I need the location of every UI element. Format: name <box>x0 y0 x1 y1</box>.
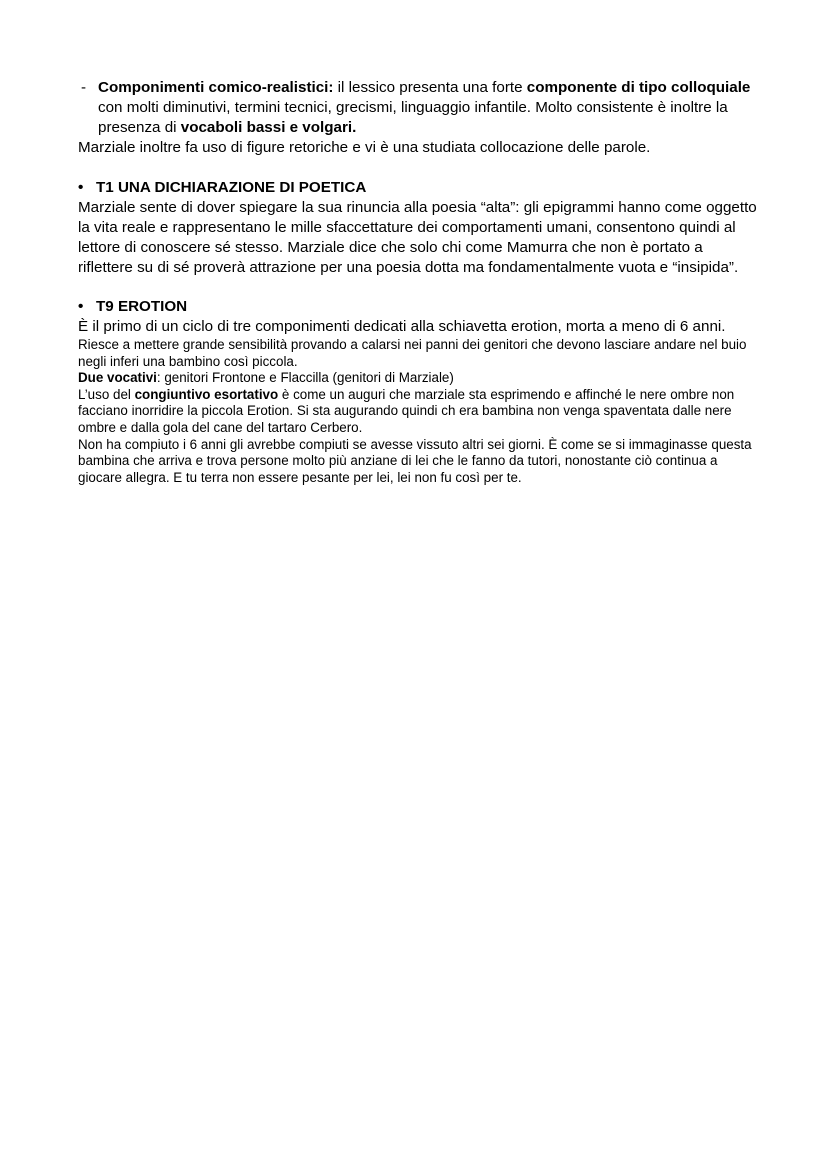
emphasis-bold: vocaboli bassi e volgari. <box>180 119 357 136</box>
term-bold: Componimenti comico-realistici: <box>98 79 334 96</box>
emphasis-bold: congiuntivo esortativo <box>134 386 279 402</box>
section-heading-t9 <box>78 297 758 317</box>
dash-marker: - <box>81 79 87 96</box>
section-heading-t1 <box>78 178 758 198</box>
bullet-icon: • <box>78 179 84 196</box>
paragraph-sensibilita: Riesce a mettere grande sensibilità provando a calarsi nei panni dei genitori che devono lasciare andare nel buio negli inferi una bambino così piccola. <box>78 337 747 369</box>
bullet-icon: • <box>78 298 84 315</box>
paragraph-sei-anni: Non ha compiuto i 6 anni gli avrebbe compiuti se avesse vissuto altri sei giorni. È come se si immaginasse questa bambina che arriva e trova persone molto più anziane di lei che le fanno da tutori, nonostante ciò continua a giocare allegra. E tu terra non essere pesante per lei, lei non fu così per te. <box>78 436 752 485</box>
emphasis-bold: Due vocativi <box>78 370 157 386</box>
paragraph-t9-intro: È il primo di un ciclo di tre componimenti dedicati alla schiavetta erotion, morta a meno di 6 anni. <box>78 318 726 335</box>
section-title: T1 UNA DICHIARAZIONE DI POETICA <box>96 179 367 196</box>
paragraph-congiuntivo <box>78 387 758 437</box>
list-item-comico-realistici <box>78 78 758 138</box>
text-run: è come un auguri che marziale sta esprimendo e affinché le nere ombre non facciano inorridire la piccola Erotion. Si sta augurando quindi ch era bambina non venga spaventata dalle nere ombre e dalla gola del cane del tartaro Cerbero. <box>78 386 735 435</box>
text-run: : genitori Frontone e Flaccilla (genitori di Marziale) <box>156 370 454 386</box>
text-run: con molti diminutivi, termini tecnici, grecismi, linguaggio infantile. Molto consistente è inoltre la presenza di <box>98 99 728 136</box>
paragraph-figure-retoriche: Marziale inoltre fa uso di figure retoriche e vi è una studiata collocazione delle parole. <box>78 139 651 156</box>
text-run: il lessico presenta una forte <box>333 79 527 96</box>
section-title: T9 EROTION <box>96 298 188 315</box>
paragraph-vocativi <box>78 370 758 387</box>
paragraph-t1-body: Marziale sente di dover spiegare la sua rinuncia alla poesia “alta”: gli epigrammi hanno come oggetto la vita reale e rappresentano le mille sfaccettature dei comportamenti umani, consentono quindi al lettore di conoscere sé stesso. Marziale dice che solo chi come Mamurra che non è portato a riflettere su di sé proverà attrazione per una poesia dotta ma fondamentalmente vuota e “insipida”. <box>78 199 757 276</box>
text-run: L’uso del <box>78 386 135 402</box>
emphasis-bold: componente di tipo colloquiale <box>526 79 751 96</box>
document-page <box>78 78 758 486</box>
list-item-text <box>98 78 758 138</box>
